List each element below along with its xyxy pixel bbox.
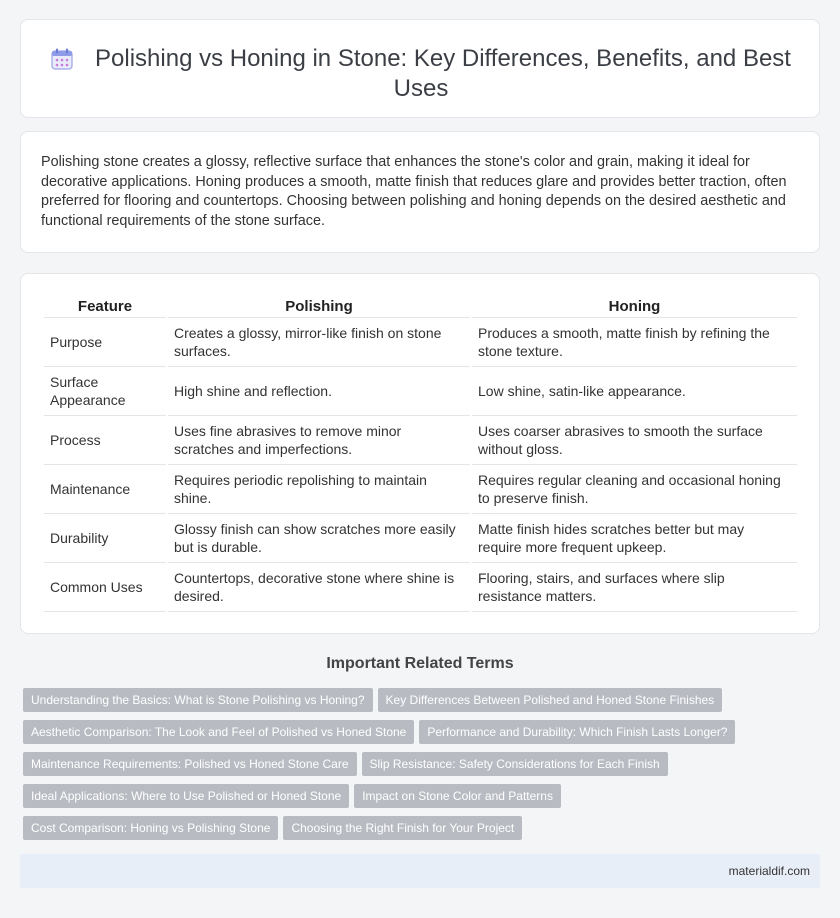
honing-cell: Flooring, stairs, and surfaces where slip resistance matters. — [472, 563, 797, 612]
polishing-cell: Glossy finish can show scratches more easily but is durable. — [168, 514, 470, 563]
related-terms-list — [23, 688, 813, 848]
footer-site-name: materialdif.com — [728, 864, 810, 878]
intro-card — [20, 131, 820, 253]
footer — [20, 854, 820, 888]
honing-cell: Matte finish hides scratches better but may require more frequent upkeep. — [472, 514, 797, 563]
related-term-link[interactable]: Slip Resistance: Safety Considerations for Each Finish — [362, 752, 668, 776]
table-row — [44, 318, 797, 367]
related-term-link[interactable]: Aesthetic Comparison: The Look and Feel of Polished vs Honed Stone — [23, 720, 414, 744]
related-term-link[interactable]: Understanding the Basics: What is Stone Polishing vs Honing? — [23, 688, 373, 712]
polishing-cell: High shine and reflection. — [168, 367, 470, 416]
related-term-link[interactable]: Cost Comparison: Honing vs Polishing Stone — [23, 816, 278, 840]
related-term-link[interactable]: Maintenance Requirements: Polished vs Honed Stone Care — [23, 752, 357, 776]
table-row — [44, 416, 797, 465]
feature-cell: Common Uses — [44, 563, 166, 612]
feature-cell: Maintenance — [44, 465, 166, 514]
calendar-icon — [51, 48, 73, 70]
related-term-link[interactable]: Choosing the Right Finish for Your Project — [283, 816, 522, 840]
feature-cell: Surface Appearance — [44, 367, 166, 416]
related-term-link[interactable]: Ideal Applications: Where to Use Polished or Honed Stone — [23, 784, 349, 808]
header-card — [20, 19, 820, 118]
related-terms-heading: Important Related Terms — [326, 655, 514, 672]
table-header-row — [44, 296, 797, 318]
polishing-cell: Creates a glossy, mirror-like finish on stone surfaces. — [168, 318, 470, 367]
related-term-link[interactable]: Impact on Stone Color and Patterns — [354, 784, 561, 808]
honing-cell: Low shine, satin-like appearance. — [472, 367, 797, 416]
header-honing: Honing — [472, 296, 797, 318]
polishing-cell: Requires periodic repolishing to maintain shine. — [168, 465, 470, 514]
related-term-link[interactable]: Key Differences Between Polished and Honed Stone Finishes — [378, 688, 723, 712]
honing-cell: Produces a smooth, matte finish by refining the stone texture. — [472, 318, 797, 367]
table-row — [44, 514, 797, 563]
honing-cell: Uses coarser abrasives to smooth the surface without gloss. — [472, 416, 797, 465]
polishing-cell: Uses fine abrasives to remove minor scratches and imperfections. — [168, 416, 470, 465]
comparison-table — [42, 296, 799, 612]
header-feature: Feature — [44, 296, 166, 318]
polishing-cell: Countertops, decorative stone where shine is desired. — [168, 563, 470, 612]
comparison-table-card — [20, 273, 820, 634]
feature-cell: Process — [44, 416, 166, 465]
intro-paragraph: Polishing stone creates a glossy, reflective surface that enhances the stone's color and grain, making it ideal for decorative applications. Honing produces a smooth, matte finish that reduces glare and provides better traction, often preferred for flooring and countertops. Choosing between polishing and honing depends on the desired aesthetic and functional requirements of the stone surface. — [41, 154, 787, 229]
table-row — [44, 367, 797, 416]
feature-cell: Durability — [44, 514, 166, 563]
related-term-link[interactable]: Performance and Durability: Which Finish Lasts Longer? — [419, 720, 735, 744]
table-row — [44, 563, 797, 612]
feature-cell: Purpose — [44, 318, 166, 367]
honing-cell: Requires regular cleaning and occasional honing to preserve finish. — [472, 465, 797, 514]
table-row — [44, 465, 797, 514]
page-title — [21, 44, 821, 104]
header-polishing: Polishing — [168, 296, 470, 318]
page-title-text: Polishing vs Honing in Stone: Key Differences, Benefits, and Best Uses — [95, 45, 791, 102]
